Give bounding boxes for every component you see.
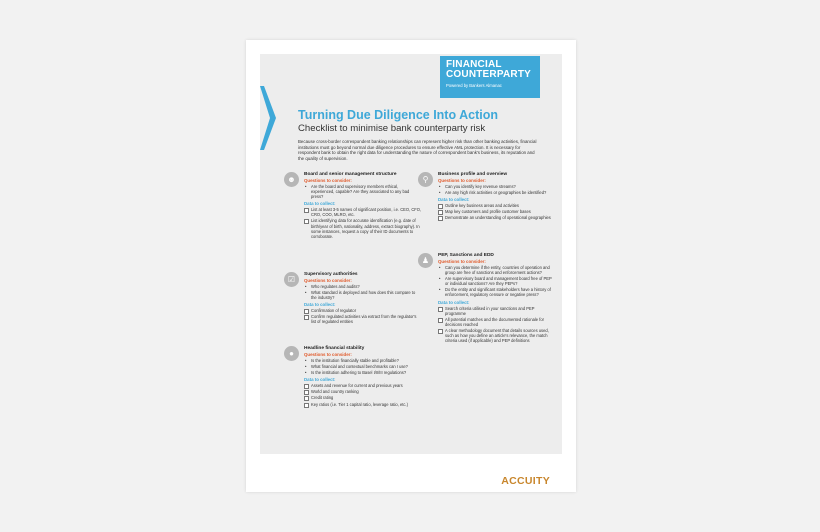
people-icon: ☻ — [284, 172, 299, 187]
questions-list — [438, 265, 556, 298]
section-title: Business profile and overview — [438, 172, 508, 177]
question-item: • Who regulates and audits? — [304, 284, 422, 289]
brand-line-2: COUNTERPARTY — [446, 69, 531, 80]
questions-list — [304, 358, 422, 375]
group-icon: ♟ — [418, 253, 433, 268]
question-item: • Is the institution adhering to Basel I/II/III regulations? — [304, 370, 422, 375]
brand-subtitle: Powered by Bankers Almanac — [446, 83, 502, 88]
question-item: • What standard is deployed and how does this compare to the industry? — [304, 290, 422, 300]
question-item: • Can you determine if the entity, countries of operation and group are free of sanctions and enforcement actions? — [438, 265, 556, 275]
data-label: Data to collect: — [438, 299, 470, 305]
brand-badge — [440, 56, 540, 98]
chevron-arrow-icon — [260, 86, 276, 150]
data-label: Data to collect: — [304, 302, 336, 308]
questions-list — [304, 184, 422, 199]
data-list — [304, 308, 422, 324]
question-item: • What financial and contextual benchmarks can I use? — [304, 364, 422, 369]
data-item: Confirmation of regulator — [304, 308, 422, 313]
section-title: Board and senior management structure — [304, 172, 397, 177]
content-panel — [260, 54, 562, 454]
data-label: Data to collect: — [304, 201, 336, 207]
questions-label: Questions to consider: — [438, 259, 486, 264]
question-item: • Are any high risk activities or geographies be identified? — [438, 190, 556, 195]
coins-icon: ● — [284, 346, 299, 361]
data-label: Data to collect: — [438, 197, 470, 203]
question-item: • Are the board and supervisory members ethical, experienced, capable? Are they associated to any bad press? — [304, 184, 422, 199]
checkbox-icon: ☑ — [284, 272, 299, 287]
questions-label: Questions to consider: — [304, 278, 352, 283]
data-list — [438, 203, 556, 220]
data-item: Search criteria utilised in your sanctions and PEP programme — [438, 306, 556, 316]
section-title: Headline financial stability — [304, 346, 365, 351]
question-item: • Can you identify key revenue streams? — [438, 184, 556, 189]
data-list — [438, 306, 556, 344]
questions-list — [438, 184, 556, 195]
intro-paragraph: Because cross-border correspondent banking relationships can represent higher risk than other banking activities, financial institutions must go beyond normal due diligence procedures to ensure effective AML protection. It is necessary for respondent bank to obtain the right data for understanding the nature of correspondent bank's business, its reputation and the quality of supervision. — [298, 139, 537, 161]
question-item: • Is the institution financially stable and profitable? — [304, 358, 422, 363]
data-item: Demonstrate an understanding of operational geographies — [438, 215, 556, 220]
data-item: All potential matches and the documented rationale for decisions reached — [438, 317, 556, 327]
section-board — [287, 172, 422, 240]
data-item: World and country ranking — [304, 389, 422, 394]
data-item: Credit rating — [304, 395, 422, 400]
data-item: A clear methodology document that details sources used, such as how you define an article's relevance, the match criteria used (if applicable) and PEP definitions — [438, 328, 556, 343]
section-pep-sanctions — [421, 253, 556, 344]
magnifier-icon: ⚲ — [418, 172, 433, 187]
questions-label: Questions to consider: — [304, 178, 352, 183]
data-item: List at least 3-5 names of significant position, i.e. CEO, CFO, CRO, COO, MLRO, etc. — [304, 207, 422, 217]
section-business-profile — [422, 172, 556, 221]
questions-label: Questions to consider: — [304, 352, 352, 357]
data-item: Outline key business areas and activities — [438, 203, 556, 208]
section-title: Supervisory authorities — [304, 272, 358, 277]
section-title: PEP, Sanctions and EDD — [438, 253, 494, 258]
data-item: Assets and revenue for current and previous years — [304, 383, 422, 388]
question-item: • Do the entity and significant stakeholders have a history of enforcement, regulatory censure or negative press? — [438, 287, 556, 297]
data-item: Key ratios (i.e. Tier 1 capital ratio, leverage ratio, etc.) — [304, 402, 422, 407]
data-label: Data to collect: — [304, 377, 336, 383]
document-page — [246, 40, 576, 492]
section-financial-stability — [289, 346, 422, 408]
data-item: List identifying data for accurate identification (e.g. date of birth/year of birth, nationality, address, extract biography). In some instances, request a copy of their ID documents to corroborate. — [304, 218, 422, 238]
page-title: Turning Due Diligence Into Action — [298, 108, 498, 122]
section-supervisory — [287, 272, 422, 326]
data-list — [304, 383, 422, 406]
question-item: • Are supervisory board and management board free of PEP or individual sanctions? Are they PEPs? — [438, 276, 556, 286]
data-item: Confirm regulated activities via extract from the regulator's list of regulated entities — [304, 314, 422, 324]
brand-line-1: FINANCIAL — [446, 59, 502, 70]
accuity-logo: ACCUITY — [501, 475, 550, 487]
questions-label: Questions to consider: — [438, 178, 486, 183]
data-list — [304, 207, 422, 239]
questions-list — [304, 284, 422, 300]
data-item: Map key customers and profile customer bases — [438, 209, 556, 214]
page-subtitle: Checklist to minimise bank counterparty risk — [298, 123, 486, 134]
